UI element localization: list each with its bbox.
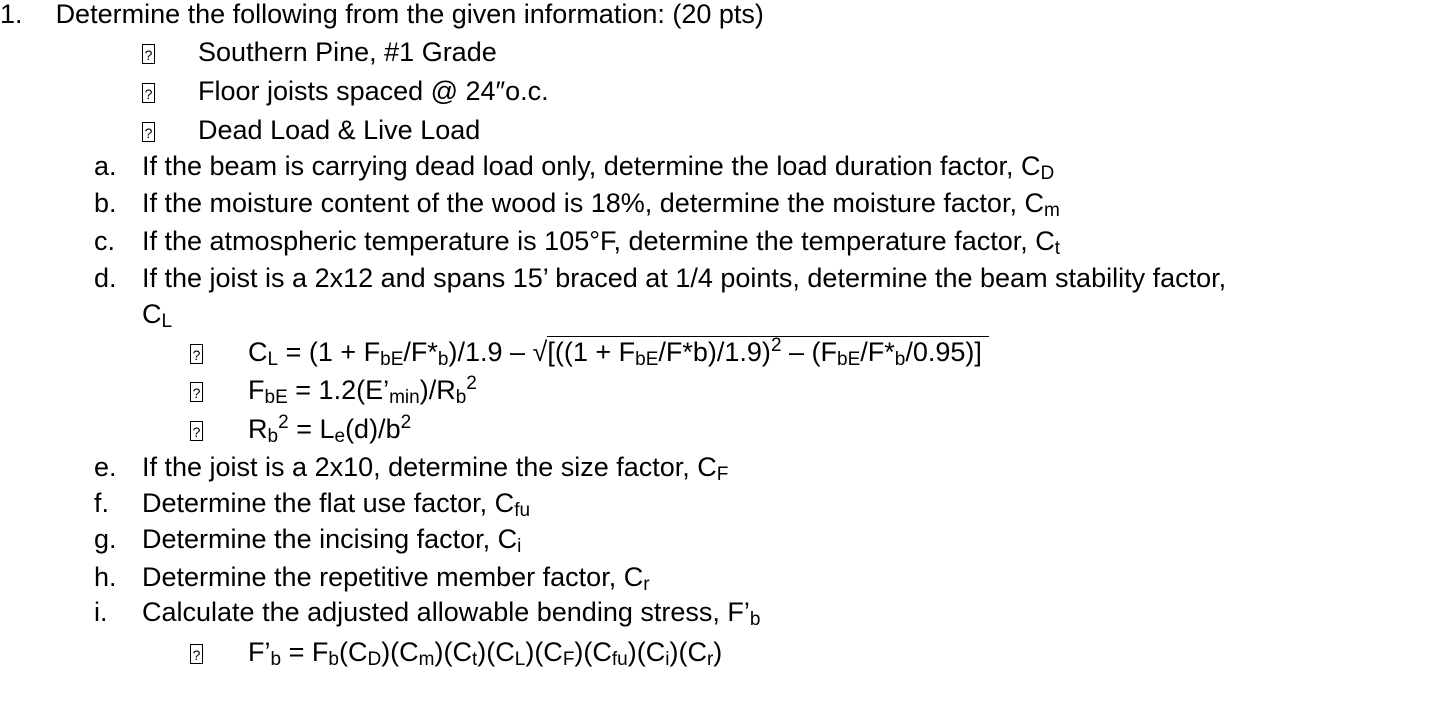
part-c-text: If the atmospheric temperature is 105°F, determine the temperature factor, $C_t$ — [142, 226, 1061, 259]
given-item — [142, 114, 480, 146]
part-e-text: If the joist is a 2x10, determine the size factor, $C_F$ — [142, 452, 729, 485]
part-b — [94, 187, 117, 219]
given-text: Southern Pine, #1 Grade — [198, 37, 497, 67]
bullet-icon: ? — [142, 83, 155, 103]
formula-fbe — [190, 374, 477, 406]
part-c — [94, 225, 115, 257]
given-item — [142, 36, 497, 68]
part-e — [94, 451, 117, 483]
part-g-text: Determine the incising factor, $C_i$ — [142, 524, 522, 557]
formula-cl — [190, 336, 989, 368]
part-b-text: If the moisture content of the wood is 18%, determine the moisture factor, $C_m$ — [142, 188, 1060, 221]
formula-rb — [190, 413, 411, 445]
bullet-icon: ? — [190, 421, 203, 441]
given-text: Floor joists spaced @ 24″o.c. — [198, 76, 549, 106]
part-label: f. — [94, 488, 110, 518]
part-label: h. — [94, 562, 117, 592]
given-text: Dead Load & Live Load — [198, 115, 481, 145]
bullet-icon: ? — [190, 382, 203, 402]
question-prompt: Determine the following from the given information: (20 pts) — [55, 0, 764, 29]
given-item — [142, 75, 549, 107]
formula-text: $R_b^2 = L_e(d)/b^2$ — [248, 412, 412, 447]
question-header — [0, 0, 764, 30]
part-label: i. — [94, 597, 108, 627]
question-number: 1. — [0, 0, 23, 29]
part-d — [94, 262, 117, 294]
part-label: c. — [94, 226, 116, 256]
part-label: g. — [94, 524, 117, 554]
part-i — [94, 596, 108, 628]
part-a-text: If the beam is carrying dead load only, determine the load duration factor, $C_D$ — [142, 151, 1055, 184]
part-label: b. — [94, 188, 117, 218]
part-i-text: Calculate the adjusted allowable bending stress, $F’_b$ — [142, 597, 761, 630]
part-label: a. — [94, 151, 117, 181]
formula-text: $F_{bE}$ = $1.2(E’_{min})/R_b^2$ — [248, 373, 477, 408]
bullet-icon: ? — [190, 644, 203, 664]
part-h-text: Determine the repetitive member factor, $C_r$ — [142, 562, 650, 595]
formula-text: $F’_b = F_b(C_D)(C_m)(C_t)(C_L)(C_F)(C_{fu})(C_i)(C_r)$ — [248, 637, 723, 670]
part-d-text-line2: $C_L$ — [142, 299, 173, 332]
part-g — [94, 523, 117, 555]
bullet-icon: ? — [190, 344, 203, 364]
part-a — [94, 150, 117, 182]
part-f-text: Determine the flat use factor, $C_{fu}$ — [142, 488, 531, 521]
formula-fb-adjusted — [190, 636, 722, 668]
part-label: d. — [94, 263, 117, 293]
formula-text: $C_L = (1 + F_{bE}/F*_b)/1.9 - √[((1 + F_{bE}/F*b)/1.9)^2 - (F_{bE}/F*_b/0.95)]$ — [248, 335, 990, 370]
bullet-icon: ? — [142, 44, 155, 64]
part-d-text: If the joist is a 2x12 and spans 15’ braced at 1/4 points, determine the beam stability factor, — [142, 263, 1227, 293]
part-label: e. — [94, 452, 117, 482]
part-h — [94, 561, 117, 593]
bullet-icon: ? — [142, 122, 155, 142]
part-f — [94, 487, 109, 519]
